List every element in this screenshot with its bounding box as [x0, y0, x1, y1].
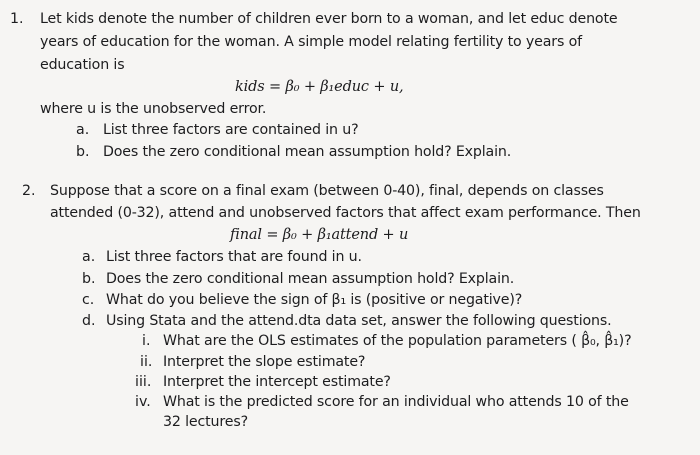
question-2-line-1: Suppose that a score on a final exam (between 0-40), final, depends on classes — [50, 183, 604, 199]
question-1-equation: kids = β₀ + β₁educ + u, — [235, 79, 404, 95]
question-2d-ii-label: ii. — [140, 354, 153, 370]
question-1a-text: List three factors are contained in u? — [103, 122, 359, 138]
question-2d-iv-text: What is the predicted score for an individual who attends 10 of the — [163, 394, 629, 410]
question-1b-label: b. — [76, 144, 90, 160]
question-2b-label: b. — [82, 271, 96, 287]
question-1-line-1: Let kids denote the number of children ever born to a woman, and let educ denote — [40, 11, 618, 27]
question-1-line-3: education is — [40, 57, 125, 73]
question-2c-label: c. — [82, 292, 95, 308]
question-2a-label: a. — [82, 249, 96, 265]
question-2d-iii-text: Interpret the intercept estimate? — [163, 374, 391, 390]
question-1-line-2: years of education for the woman. A simple model relating fertility to years of — [40, 34, 582, 50]
question-2d-iv-text-continued: 32 lectures? — [163, 414, 248, 430]
question-2c-text: What do you believe the sign of β₁ is (positive or negative)? — [106, 292, 523, 308]
question-2b-text: Does the zero conditional mean assumption hold? Explain. — [106, 271, 515, 287]
question-2d-iii-label: iii. — [135, 374, 152, 390]
question-1-number: 1. — [10, 11, 24, 27]
question-2d-i-label: i. — [142, 333, 151, 349]
question-1a-label: a. — [76, 122, 90, 138]
question-2-line-2: attended (0-32), attend and unobserved factors that affect exam performance. Then — [50, 205, 641, 221]
question-1-line-4: where u is the unobserved error. — [40, 101, 267, 117]
question-2-equation: final = β₀ + β₁attend + u — [230, 227, 409, 243]
question-2a-text: List three factors that are found in u. — [106, 249, 362, 265]
question-2d-i-text: What are the OLS estimates of the population parameters ( β̂₀, β̂₁)? — [163, 333, 632, 349]
question-1b-text: Does the zero conditional mean assumption hold? Explain. — [103, 144, 512, 160]
question-2-number: 2. — [22, 183, 36, 199]
question-2d-ii-text: Interpret the slope estimate? — [163, 354, 366, 370]
question-2d-text: Using Stata and the attend.dta data set, answer the following questions. — [106, 313, 612, 329]
question-2d-label: d. — [82, 313, 96, 329]
question-2d-iv-label: iv. — [135, 394, 151, 410]
